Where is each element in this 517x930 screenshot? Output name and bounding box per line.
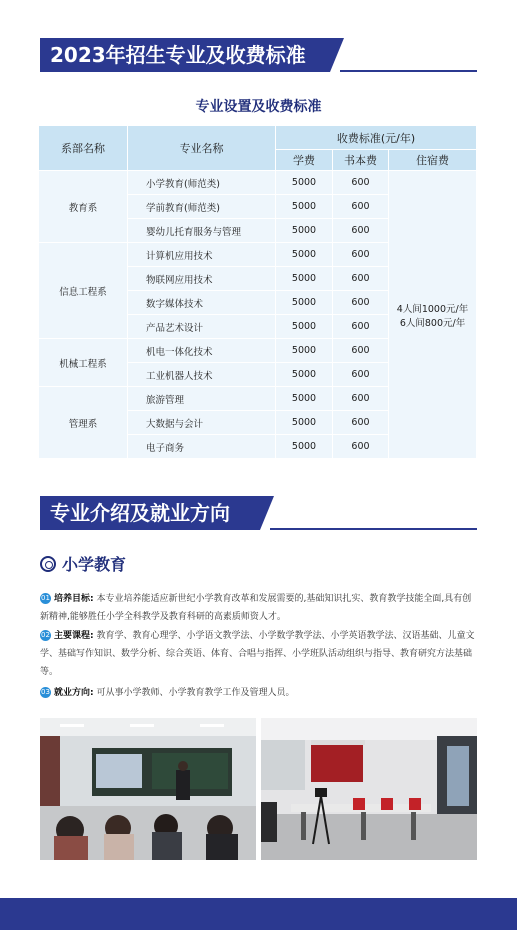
- major-cell: 物联网应用技术: [128, 267, 276, 291]
- training-room-photo-image: [261, 718, 477, 860]
- major-cell: 学前教育(师范类): [128, 195, 276, 219]
- books-cell: 600: [333, 387, 389, 411]
- dept-cell: 信息工程系: [39, 243, 128, 339]
- intro-banner: [40, 496, 477, 530]
- major-cell: 工业机器人技术: [128, 363, 276, 387]
- major-cell: 婴幼儿托育服务与管理: [128, 219, 276, 243]
- classroom-photo: [40, 718, 256, 860]
- major-cell: 小学教育(师范类): [128, 171, 276, 195]
- major-cell: 电子商务: [128, 435, 276, 459]
- item-text: 教育学、教育心理学、小学语文教学法、小学数学教学法、小学英语教学法、汉语基础、儿童文学、基础写作知识、数学分析、综合英语、体育、合唱与指挥、小学班队活动组织与指导、教育研究方法基础等。: [40, 631, 475, 677]
- header-tuition: 学费: [276, 150, 333, 171]
- training-room-photo: [261, 718, 477, 860]
- number-badge: 02: [41, 631, 50, 639]
- table-caption: 专业设置及收费标准: [195, 99, 322, 115]
- item-text: 本专业培养能适应新世纪小学教育改革和发展需要的,基础知识扎实、教育教学技能全面,具有创新精神,能够胜任小学全科教学及教育科研的高素质师资人才。: [40, 594, 472, 622]
- books-cell: 600: [333, 195, 389, 219]
- tuition-cell: 5000: [276, 267, 333, 291]
- major-cell: 计算机应用技术: [128, 243, 276, 267]
- tuition-cell: 5000: [276, 195, 333, 219]
- tuition-cell: 5000: [276, 243, 333, 267]
- item-text: 可从事小学教师、小学教育教学工作及管理人员。: [96, 688, 295, 698]
- header-books: 书本费: [333, 150, 389, 171]
- tuition-cell: 5000: [276, 171, 333, 195]
- dorm-cell: [389, 171, 477, 459]
- number-badge: 01: [41, 594, 50, 602]
- tuition-cell: 5000: [276, 219, 333, 243]
- banner-corner: [330, 38, 344, 72]
- dept-cell: 教育系: [39, 171, 128, 243]
- dorm-line: 4人间1000元/年: [396, 303, 469, 315]
- major-cell: 机电一体化技术: [128, 339, 276, 363]
- books-cell: 600: [333, 243, 389, 267]
- tuition-cell: 5000: [276, 315, 333, 339]
- banner-rule: [270, 528, 477, 530]
- number-badge: 03: [41, 688, 50, 696]
- major-cell: 数字媒体技术: [128, 291, 276, 315]
- header-dept: 系部名称: [39, 126, 128, 171]
- tuition-cell: 5000: [276, 363, 333, 387]
- target-ring-icon: [40, 556, 56, 572]
- banner-rule: [340, 70, 477, 72]
- dept-cell: 机械工程系: [39, 339, 128, 387]
- table-row: [39, 171, 477, 195]
- fees-banner: [40, 38, 477, 72]
- dorm-line: 6人间800元/年: [399, 317, 466, 329]
- books-cell: 600: [333, 435, 389, 459]
- tuition-cell: 5000: [276, 435, 333, 459]
- major-cell: 旅游管理: [128, 387, 276, 411]
- tuition-cell: 5000: [276, 411, 333, 435]
- header-major: 专业名称: [128, 126, 276, 171]
- tuition-cell: 5000: [276, 291, 333, 315]
- books-cell: 600: [333, 219, 389, 243]
- books-cell: 600: [333, 267, 389, 291]
- classroom-photo-image: [40, 718, 256, 860]
- books-cell: 600: [333, 315, 389, 339]
- major-section-title: [40, 552, 126, 575]
- item-label: 培养目标:: [54, 594, 94, 604]
- item-label: 主要课程:: [54, 631, 94, 641]
- books-cell: 600: [333, 363, 389, 387]
- main-courses: [40, 627, 478, 681]
- major-title-text: 小学教育: [62, 555, 127, 574]
- header-dorm: 住宿费: [389, 150, 477, 171]
- dept-cell: 管理系: [39, 387, 128, 459]
- tuition-cell: 5000: [276, 387, 333, 411]
- fees-table: [38, 125, 477, 459]
- books-cell: 600: [333, 339, 389, 363]
- banner-corner: [260, 496, 274, 530]
- career-direction: [40, 684, 478, 702]
- books-cell: 600: [333, 171, 389, 195]
- books-cell: 600: [333, 291, 389, 315]
- major-cell: 产品艺术设计: [128, 315, 276, 339]
- header-fees: 收费标准(元/年): [276, 126, 477, 150]
- item-label: 就业方向:: [54, 688, 94, 698]
- major-cell: 大数据与会计: [128, 411, 276, 435]
- fees-banner-title: 2023年招生专业及收费标准: [40, 38, 330, 72]
- intro-banner-title: 专业介绍及就业方向: [40, 496, 260, 530]
- training-goal: [40, 590, 478, 626]
- books-cell: 600: [333, 411, 389, 435]
- tuition-cell: 5000: [276, 339, 333, 363]
- footer-bar: [0, 898, 517, 930]
